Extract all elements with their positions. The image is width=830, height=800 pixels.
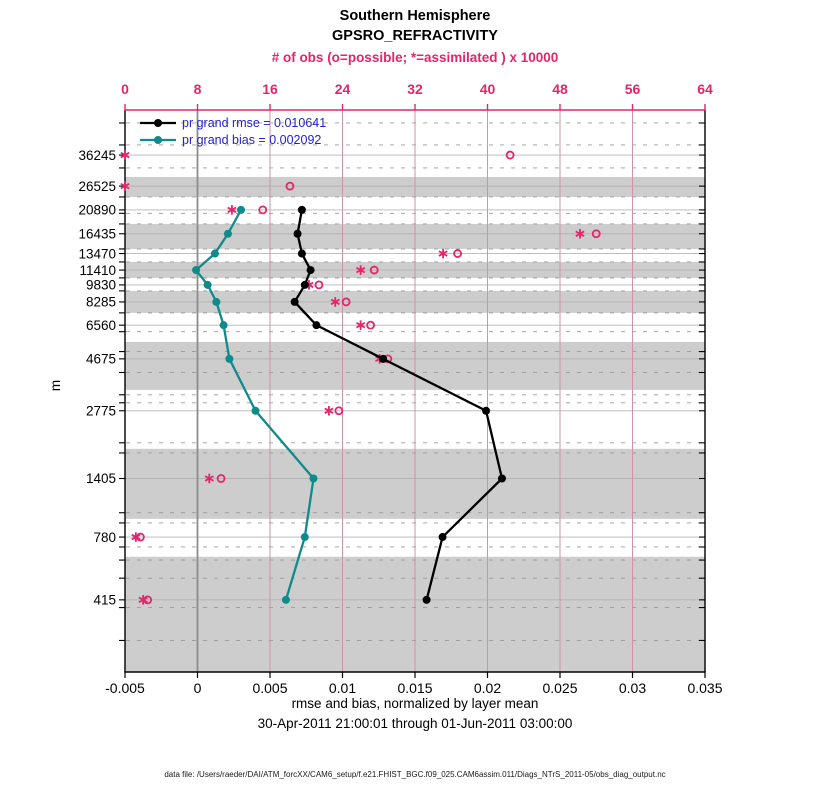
svg-text:26525: 26525 [78, 178, 116, 194]
svg-text:56: 56 [624, 81, 641, 97]
top-axis-label: # of obs (o=possible; *=assimilated ) x 10000 [271, 50, 559, 65]
svg-text:0: 0 [121, 81, 129, 97]
svg-text:0.02: 0.02 [473, 680, 502, 696]
plot-title-variable: GPSRO_REFRACTIVITY [332, 28, 498, 44]
svg-text:6560: 6560 [85, 317, 116, 333]
svg-text:0.03: 0.03 [618, 680, 647, 696]
svg-text:-0.005: -0.005 [105, 680, 145, 696]
bias-line-swatch-icon [139, 135, 177, 145]
svg-text:11410: 11410 [79, 262, 116, 278]
svg-text:64: 64 [697, 81, 713, 97]
svg-text:1405: 1405 [85, 471, 116, 487]
svg-text:0.025: 0.025 [542, 680, 578, 696]
legend-label-rmse: pr grand rmse = 0.010641 [182, 115, 327, 130]
svg-text:0.015: 0.015 [397, 680, 433, 696]
bottom-axis-label: rmse and bias, normalized by layer mean [291, 696, 539, 711]
date-range-label: 30-Apr-2011 21:00:01 through 01-Jun-2011 03:00:00 [257, 716, 573, 731]
legend-label-bias: pr grand bias = 0.002092 [182, 132, 322, 147]
svg-text:36245: 36245 [78, 147, 116, 163]
svg-text:0.01: 0.01 [328, 680, 357, 696]
rmse-line-swatch-icon [139, 118, 177, 128]
svg-text:0.035: 0.035 [687, 680, 723, 696]
svg-text:40: 40 [479, 81, 496, 97]
svg-text:0: 0 [193, 680, 202, 696]
svg-text:8285: 8285 [85, 294, 116, 310]
svg-text:16435: 16435 [78, 226, 116, 242]
svg-text:13470: 13470 [78, 246, 116, 262]
svg-text:48: 48 [552, 81, 568, 97]
svg-text:20890: 20890 [78, 202, 116, 218]
svg-text:2775: 2775 [85, 403, 116, 419]
svg-text:24: 24 [334, 81, 351, 97]
svg-text:32: 32 [407, 81, 423, 97]
svg-text:16: 16 [262, 81, 278, 97]
svg-text:4675: 4675 [85, 351, 116, 367]
data-file-path: data file: /Users/raeder/DAI/ATM_forcXX/CAM6_setup/f.e21.FHIST_BGC.f09_025.CAM6assim.011/Diags_NTrS_2011-05/obs_diag_output.nc [164, 770, 666, 779]
svg-text:0.005: 0.005 [252, 680, 288, 696]
y-axis-label: m [48, 379, 64, 392]
svg-text:9830: 9830 [85, 277, 116, 293]
svg-text:780: 780 [93, 529, 116, 545]
plot-title-region: Southern Hemisphere [339, 8, 491, 24]
legend [139, 114, 326, 148]
svg-text:8: 8 [193, 81, 202, 97]
svg-text:415: 415 [93, 592, 116, 608]
legend-item-bias [139, 131, 326, 148]
legend-item-rmse [139, 114, 326, 131]
